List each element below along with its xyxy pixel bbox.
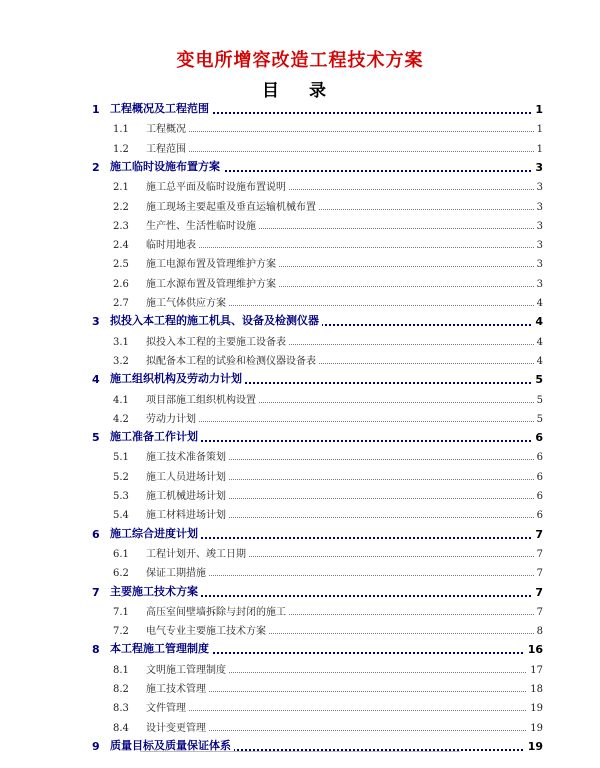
footer-divider bbox=[140, 751, 460, 752]
toc-entry-number: 1 bbox=[92, 103, 100, 116]
toc-entry-title: 施工机械进场计划 bbox=[146, 487, 229, 502]
toc-entry-title: 文明施工管理制度 bbox=[146, 661, 229, 676]
toc-entry-title: 工程概况及工程范围 bbox=[110, 100, 212, 116]
toc-chapter-entry[interactable] bbox=[0, 156, 600, 176]
toc-entry-title: 施工准备工作计划 bbox=[110, 428, 201, 444]
toc-entry-page-number: 17 bbox=[527, 665, 543, 676]
toc-section-entry[interactable] bbox=[0, 233, 600, 253]
toc-heading: 目 录 bbox=[262, 81, 338, 101]
toc-entry-page-number: 5 bbox=[534, 395, 543, 406]
toc-entry-page-number: 5 bbox=[532, 373, 543, 386]
toc-entry-number: 5.2 bbox=[113, 471, 129, 483]
toc-section-entry[interactable] bbox=[0, 600, 600, 620]
toc-section-entry[interactable] bbox=[0, 484, 600, 504]
toc-entry-page-number: 8 bbox=[534, 626, 543, 637]
toc-entry-number: 4 bbox=[92, 373, 100, 387]
toc-entry-title: 劳动力计划 bbox=[146, 410, 199, 425]
toc-section-entry[interactable] bbox=[0, 619, 600, 639]
toc-entry-number: 4.1 bbox=[113, 394, 129, 406]
toc-entry-number: 4.2 bbox=[113, 413, 129, 425]
toc-entry-page-number: 1 bbox=[532, 103, 543, 116]
toc-entry-page-number: 7 bbox=[534, 607, 543, 618]
toc-leader-dots bbox=[146, 419, 542, 422]
toc-entry-page-number: 7 bbox=[534, 568, 543, 579]
toc-entry-page-number: 4 bbox=[534, 298, 543, 309]
toc-chapter-entry[interactable] bbox=[0, 310, 600, 330]
toc-entry-number: 7.1 bbox=[113, 606, 129, 618]
toc-entry-title: 施工临时设施布置方案 bbox=[110, 158, 223, 174]
toc-entry-title: 保证工期措施 bbox=[146, 564, 209, 579]
toc-entry-number: 8.1 bbox=[113, 664, 129, 676]
toc-entry-page-number: 3 bbox=[534, 240, 543, 251]
toc-entry-title: 质量目标及质量保证体系 bbox=[110, 737, 234, 753]
toc-entry-title: 施工水源布置及管理维护方案 bbox=[146, 275, 279, 290]
toc-entry-page-number: 16 bbox=[525, 643, 543, 656]
toc-entry-title: 项目部施工组织机构设置 bbox=[146, 391, 259, 406]
toc-leader-dots bbox=[146, 708, 542, 711]
toc-entry-page-number: 3 bbox=[534, 182, 543, 193]
toc-entry-number: 2.3 bbox=[113, 220, 129, 232]
toc-entry-title: 施工组织机构及劳动力计划 bbox=[110, 370, 245, 386]
toc-entry-title: 施工气体供应方案 bbox=[146, 294, 229, 309]
toc-entry-number: 2.5 bbox=[113, 259, 129, 271]
toc-entry-title: 高压室间壁墙拆除与封闭的施工 bbox=[146, 603, 289, 618]
toc-entry-title: 施工总平面及临时设施布置说明 bbox=[146, 178, 289, 193]
toc-chapter-entry[interactable] bbox=[0, 368, 600, 388]
toc-section-entry[interactable] bbox=[0, 388, 600, 408]
toc-entry-number: 6.2 bbox=[113, 568, 129, 580]
toc-section-entry[interactable] bbox=[0, 291, 600, 311]
document-title: 变电所增容改造工程技术方案 bbox=[176, 50, 424, 71]
toc-section-entry[interactable] bbox=[0, 117, 600, 137]
toc-chapter-entry[interactable] bbox=[0, 638, 600, 658]
toc-section-entry[interactable] bbox=[0, 503, 600, 523]
toc-entry-title: 文件管理 bbox=[146, 699, 189, 714]
toc-section-entry[interactable] bbox=[0, 330, 600, 350]
toc-entry-number: 8.2 bbox=[113, 684, 129, 695]
toc-leader-dots bbox=[146, 129, 542, 132]
toc-entry-number: 5.4 bbox=[113, 510, 129, 522]
toc-entry-number: 1.2 bbox=[113, 143, 129, 155]
toc-entry-page-number: 3 bbox=[534, 279, 543, 290]
toc-entry-number: 2.1 bbox=[113, 182, 129, 194]
toc-entry-page-number: 4 bbox=[532, 315, 543, 328]
toc-entry-page-number: 1 bbox=[534, 144, 543, 155]
toc-section-entry[interactable] bbox=[0, 214, 600, 234]
toc-section-entry[interactable] bbox=[0, 716, 600, 736]
toc-entry-page-number: 1 bbox=[534, 124, 543, 135]
toc-entry-page-number: 7 bbox=[532, 586, 543, 599]
toc-entry-title: 施工技术准备策划 bbox=[146, 448, 229, 463]
toc-entry-page-number: 4 bbox=[534, 337, 543, 348]
toc-entry-page-number: 7 bbox=[532, 528, 543, 541]
toc-chapter-entry[interactable] bbox=[0, 581, 600, 601]
toc-section-entry[interactable] bbox=[0, 465, 600, 485]
toc-entry-title: 设计变更管理 bbox=[146, 719, 209, 734]
toc-entry-number: 2.6 bbox=[113, 278, 129, 290]
toc-entry-title: 拟配备本工程的试验和检测仪器设备表 bbox=[146, 352, 319, 367]
toc-entry-number: 6 bbox=[92, 527, 100, 541]
toc-entry-page-number: 6 bbox=[532, 431, 543, 444]
toc-entry-page-number: 3 bbox=[534, 221, 543, 232]
toc-entry-title: 施工现场主要起重及垂直运输机械布置 bbox=[146, 198, 319, 213]
toc-entry-number: 5 bbox=[92, 431, 100, 445]
toc-entry-number: 8.4 bbox=[113, 722, 129, 734]
toc-section-entry[interactable] bbox=[0, 696, 600, 716]
toc-section-entry[interactable] bbox=[0, 677, 600, 697]
toc-entry-page-number: 6 bbox=[534, 472, 543, 483]
toc-entry-page-number: 19 bbox=[527, 703, 543, 714]
toc-section-entry[interactable] bbox=[0, 407, 600, 427]
toc-entry-title: 施工材料进场计划 bbox=[146, 506, 229, 521]
toc-entry-number: 2 bbox=[92, 160, 100, 174]
toc-entry-page-number: 19 bbox=[527, 723, 543, 734]
toc-section-entry[interactable] bbox=[0, 445, 600, 465]
toc-chapter-entry[interactable] bbox=[0, 523, 600, 543]
toc-entry-number: 5.3 bbox=[113, 491, 129, 502]
toc-entry-title: 生产性、生活性临时设施 bbox=[146, 217, 259, 232]
toc-entry-page-number: 18 bbox=[527, 684, 543, 695]
toc-entry-number: 2.2 bbox=[113, 201, 129, 213]
toc-entry-page-number: 3 bbox=[534, 259, 543, 270]
toc-entry-number: 8.3 bbox=[113, 703, 129, 715]
toc-entry-number: 2.4 bbox=[113, 240, 129, 252]
toc-entry-page-number: 4 bbox=[534, 356, 543, 367]
toc-entry-number: 5.1 bbox=[113, 452, 129, 464]
toc-section-entry[interactable] bbox=[0, 137, 600, 157]
toc-leader-dots bbox=[146, 149, 542, 152]
toc-entry-title: 电气专业主要施工技术方案 bbox=[146, 622, 269, 637]
toc-entry-title: 施工电源布置及管理维护方案 bbox=[146, 255, 279, 270]
toc-entry-page-number: 3 bbox=[532, 161, 543, 174]
toc-entry-title: 工程计划开、竣工日期 bbox=[146, 545, 249, 560]
toc-entry-page-number: 5 bbox=[534, 414, 543, 425]
toc-entry-page-number: 6 bbox=[534, 491, 543, 502]
toc-entry-title: 本工程施工管理制度 bbox=[110, 640, 212, 656]
toc-entry-title: 主要施工技术方案 bbox=[110, 583, 201, 599]
toc-entry-number: 3.1 bbox=[113, 336, 129, 348]
toc-entry-title: 施工技术管理 bbox=[146, 680, 209, 695]
toc-entry-title: 施工人员进场计划 bbox=[146, 468, 229, 483]
toc-entry-title: 拟投入本工程的主要施工设备表 bbox=[146, 333, 289, 348]
toc-section-entry[interactable] bbox=[0, 542, 600, 562]
toc-entry-number: 7 bbox=[92, 585, 100, 599]
toc-entry-page-number: 3 bbox=[534, 202, 543, 213]
toc-section-entry[interactable] bbox=[0, 195, 600, 215]
toc-entry-number: 9 bbox=[92, 739, 100, 753]
toc-section-entry[interactable] bbox=[0, 349, 600, 369]
toc-entry-number: 6.1 bbox=[113, 548, 129, 560]
toc-entry-page-number: 6 bbox=[534, 452, 543, 463]
toc-chapter-entry[interactable] bbox=[0, 98, 600, 118]
toc-entry-title: 工程范围 bbox=[146, 140, 189, 155]
toc-section-entry[interactable] bbox=[0, 252, 600, 272]
toc-entry-number: 8 bbox=[92, 643, 100, 657]
toc-entry-number: 2.7 bbox=[113, 298, 129, 309]
toc-entry-page-number: 6 bbox=[534, 510, 543, 521]
toc-entry-title: 工程概况 bbox=[146, 120, 189, 135]
toc-section-entry[interactable] bbox=[0, 561, 600, 581]
toc-entry-page-number: 7 bbox=[534, 549, 543, 560]
toc-entry-title: 临时用地表 bbox=[146, 236, 199, 251]
toc-entry-number: 7.2 bbox=[113, 626, 129, 638]
toc-section-entry[interactable] bbox=[0, 272, 600, 292]
toc-leader-dots bbox=[146, 245, 542, 248]
toc-entry-number: 3.2 bbox=[113, 355, 129, 367]
toc-entry-number: 1.1 bbox=[113, 124, 129, 136]
toc-section-entry[interactable] bbox=[0, 658, 600, 678]
toc-entry-title: 拟投入本工程的施工机具、设备及检测仪器 bbox=[110, 312, 322, 328]
toc-section-entry[interactable] bbox=[0, 175, 600, 195]
toc-entry-number: 3 bbox=[92, 315, 100, 329]
toc-chapter-entry[interactable] bbox=[0, 426, 600, 446]
toc-entry-title: 施工综合进度计划 bbox=[110, 525, 201, 541]
toc-entry-page-number: 19 bbox=[525, 740, 543, 753]
